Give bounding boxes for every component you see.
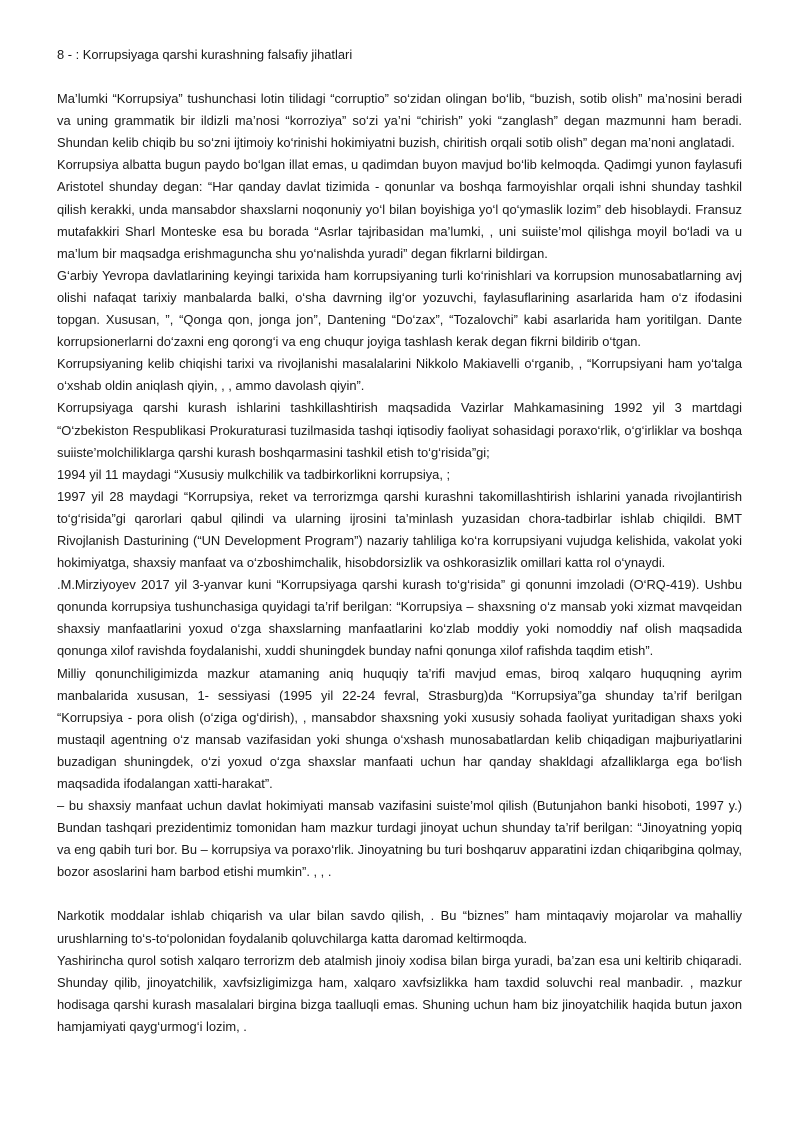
paragraph-2017-law: .M.Mirziyoyev 2017 yil 3-yanvar kuni “Korrupsiyaga qarshi kurash to‘g‘risida” gi qonunni imzoladi (O‘RQ-419). Ushbu qonunda korrupsiya tushunchasiga quyidagi ta’rif berilgan: “Korrupsiya – shaxsning o‘z mansab yoki xizmat mavqeidan shaxsiy manfaatlarini yoxud o‘zga shaxslarning manfaatlarini ko‘zlab moddiy yoki nomoddiy naf olish maqsadida qonunga xilof ravishda foydalanishi, xuddi shuningdek bunday nafni qonunga xilof rafishda taqdim etish”. bbox=[57, 577, 742, 659]
paragraph-history-aristotle: Korrupsiya albatta bugun paydo bo‘lgan illat emas, u qadimdan buyon mavjud bo‘lib kelmoqda. Qadimgi yunon faylasufi Aristotel shunday degan: “Har qanday davlat tizimida - qonunlar va boshqa farmoyishlar orqali ishni shunday tashkil qilish kerakki, unda mansabdor shaxslarni noqonuniy yo‘l bilan boyishiga yo‘l qo‘ymaslik lozim” deb hisoblaydi. Fransuz mutafakkiri Sharl Monteske esa bu borada “Asrlar tajribasidan ma’lumki, , uni suiiste’mol qilishga moyil bo‘ladi va u ma’lum bir maqsadga erishmaguncha shu yo‘nalishda yuradi” degan fikrlarni bildirgan. bbox=[57, 157, 742, 261]
paragraph-spacer bbox=[57, 883, 742, 905]
paragraph-narcotics: Narkotik moddalar ishlab chiqarish va ular bilan savdo qilish, . Bu “biznes” ham mintaqaviy mojarolar va mahalliy urushlarning to‘s-to‘polonidan foydalanib qoluvchilarga katta daromad keltirmoqda. bbox=[57, 908, 742, 946]
document-page bbox=[57, 44, 742, 1038]
paragraph-etymology: Ma’lumki “Korrupsiya” tushunchasi lotin tilidagi “corruptio” so‘zidan olingan bo‘lib, “buzish, sotib olish” ma’nosini beradi va uning grammatik bir ildizli ma’nosi “korroziya” so‘zi ya’ni “chirish” yoki “zanglash” degan mazmunni ham beradi. Shundan kelib chiqib bu so‘zni ijtimoiy ko‘rinishi hokimiyatni buzish, chiritish orqali sotib olish” degan ma’noni anglatadi. bbox=[57, 91, 742, 151]
document-title: 8 - : Korrupsiyaga qarshi kurashning falsafiy jihatlari bbox=[57, 47, 353, 62]
paragraph-western-europe: G‘arbiy Yevropa davlatlarining keyingi tarixida ham korrupsiyaning turli ko‘rinishlari va korrupsion munosabatlarning avj olishi nafaqat tarixiy manbalarda balki, o‘sha davrning ilg‘or yozuvchi, faylasuflarining asarlarida ham o‘z ifodasini topgan. Xususan, ”, “Qonga qon, jonga jon”, Dantening “Do‘zax”, “Tozalovchi” kabi asarlarida ham yoritilgan. Dante korrupsionerlarni do‘zaxni eng qorong‘i va eng chuqur joyiga tashlash kerak degan fikrni bildirib o‘tgan. bbox=[57, 267, 742, 350]
paragraph-world-bank: – bu shaxsiy manfaat uchun davlat hokimiyati mansab vazifasini suiste’mol qilish (Butunjahon banki hisoboti, 1997 y.) Bundan tashqari prezidentimiz tomonidan ham mazkur turdagi jinoyat uchun shunday ta’rif berilgan: “Jinoyatning yopiq va eng qabih turi bor. Bu – korrupsiya va poraxo‘rlik. Jinoyatning bu turi boshqaruv apparatini izdan chiqaribgina qolmay, bozor asoslarini ham barbod etishi mumkin”. , , . bbox=[57, 798, 742, 880]
paragraph-1992-decree: Korrupsiyaga qarshi kurash ishlarini tashkillashtirish maqsadida Vazirlar Mahkamasining 1992 yil 3 martdagi “O‘zbekiston Respublikasi Prokuraturasi tuzilmasida tashqi iqtisodiy faoliyat sohasidagi poraxo‘rlik, o‘g‘irliklar va boshqa suiiste’molchiliklarga qarshi kurash boshqarmasini tashkil etish to‘g‘risida”gi; bbox=[57, 400, 742, 460]
paragraph-1997-decree: 1997 yil 28 maydagi “Korrupsiya, reket va terrorizmga qarshi kurashni takomillashtirish ishlarini yanada rivojlantirish to‘g‘risida”gi qarorlari qabul qilindi va ularning ijrosini ta’minlash yuzasidan chora-tadbirlar ishlab chiqildi. BMT Rivojlanish Dasturining (“UN Development Program”) nazariy tahliliga ko‘ra korrupsiyani vujudga kelishida, vakolat yoki hokimiyatga, shaxsiy manfaat va o‘zboshimchalik, hisobdorsizlik va oshkorasizlik omillari katta rol o‘ynaydi. bbox=[57, 488, 742, 571]
paragraph-1994-decree: 1994 yil 11 maydagi “Xususiy mulkchilik va tadbirkorlikni korrupsiya, ; bbox=[57, 466, 451, 482]
paragraph-international-definition: Milliy qonunchiligimizda mazkur atamaning aniq huquqiy ta’rifi mavjud emas, biroq xalqaro huquqning ayrim manbalarida xususan, 1- sessiyasi (1995 yil 22-24 fevral, Strasburg)da “Korrupsiya”ga shunday ta’rif berilgan “Korrupsiya - pora olish (o‘ziga og‘dirish), , mansabdor shaxsning yoki xususiy sohada faoliyat yuritadigan shaxs yoki mustaqil agentning o‘z mansab vazifasidan yoki shunga o‘xshash munosabatlardan kelib chiqadigan majburiyatlarini buzadigan shuningdek, o‘zi yoxud o‘zga shaxslar manfaati uchun har qanday shakldagi afzalliklarga ega bo‘lish maqsadida ifodalangan xatti-harakat”. bbox=[57, 665, 742, 791]
paragraph-machiavelli: Korrupsiyaning kelib chiqishi tarixi va rivojlanishi masalalarini Nikkolo Makiavelli o‘rganib, , “Korrupsiyani ham yo‘talga o‘xshab oldin aniqlash qiyin, , , ammo davolash qiyin”. bbox=[57, 356, 742, 394]
paragraph-arms-trade: Yashirincha qurol sotish xalqaro terrorizm deb atalmish jinoiy xodisa bilan birga yuradi, ba’zan esa uni keltirib chiqaradi. Shunday qilib, jinoyatchilik, xavfsizligimizga ham, xalqaro xavfsizlikka ham taxdid soluvchi real manbadir. , mazkur hodisaga qarshi kurash masalalari birgina bizga taalluqli emas. Shuning uchun ham biz jinoyatchilik haqida butun jaxon hamjamiyati qayg‘urmog‘i lozim, . bbox=[57, 952, 742, 1034]
